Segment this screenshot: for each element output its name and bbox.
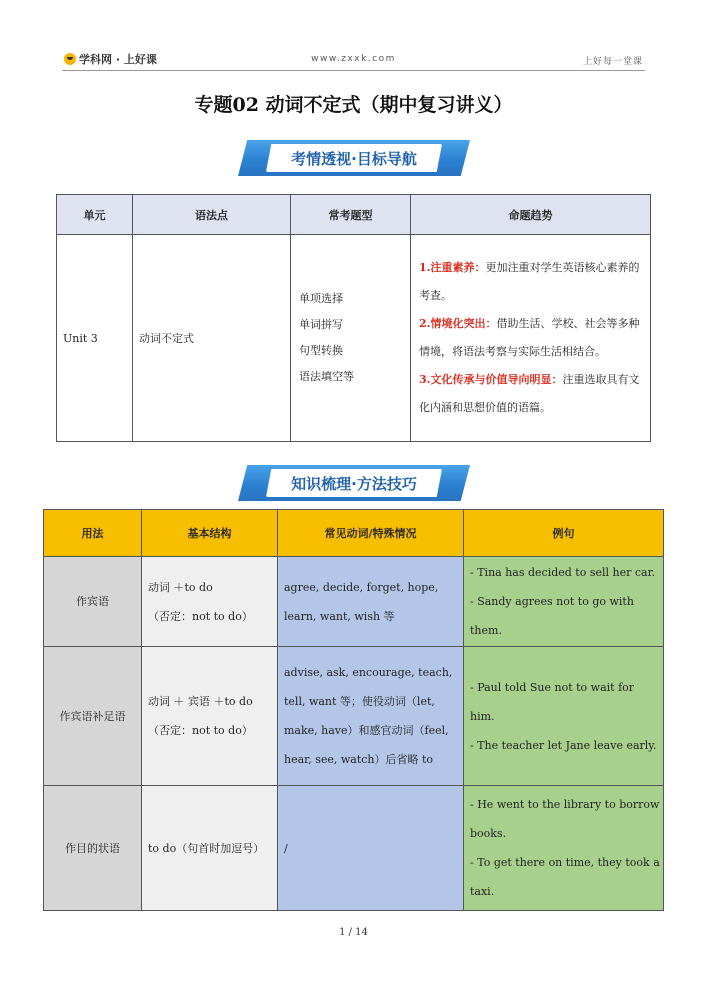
header-cell: 基本结构 — [142, 510, 278, 557]
trend-text: 注重选取具有文化内涵和思想价值的语篇。 — [419, 373, 640, 414]
table-row — [44, 647, 664, 786]
trend-label: 3.文化传承与价值导向明显： — [419, 373, 563, 386]
question-type: 单词拼写 — [299, 318, 343, 331]
question-types-cell — [291, 235, 411, 442]
structure-line: 动词 ＋ 宾语 ＋to do — [148, 695, 253, 708]
site-url: www.zxxk.com — [311, 54, 396, 64]
header-cell: 用法 — [44, 510, 142, 557]
trend-item — [419, 366, 642, 422]
header-cell: 语法点 — [133, 195, 291, 235]
header-cell: 单元 — [57, 195, 133, 235]
trend-label: 2.情境化突出： — [419, 317, 497, 330]
structure-cell — [142, 557, 278, 647]
header-cell: 常考题型 — [291, 195, 411, 235]
examples-cell — [464, 786, 664, 911]
verbs-cell: / — [278, 786, 464, 911]
banner-label: 考情透视·目标导航 — [291, 150, 417, 168]
grammar-point-cell: 动词不定式 — [133, 235, 291, 442]
structure-line: （否定：not to do） — [148, 724, 253, 737]
page-title: 专题02 动词不定式（期中复习讲义） — [194, 94, 513, 116]
header-slogan: 上好每一堂课 — [582, 57, 643, 67]
verbs-cell: agree, decide, forget, hope, learn, want, wish 等 — [278, 557, 464, 647]
page-header — [62, 48, 645, 71]
example-sentence: - Paul told Sue not to wait for him. — [470, 680, 635, 723]
example-sentence: - He went to the library to borrow books. — [470, 798, 660, 840]
usage-cell: 作目的状语 — [44, 786, 142, 911]
example-sentence: - To get there on time, they took a taxi. — [470, 856, 660, 898]
question-type: 语法填空等 — [299, 370, 354, 383]
examples-cell — [464, 557, 664, 647]
example-sentence: - Sandy agrees not to go with them. — [470, 595, 634, 637]
usage-table — [43, 509, 664, 911]
logo-text: 学科网 · 上好课 — [79, 53, 157, 66]
example-sentence: - Tina has decided to sell her car. — [470, 566, 656, 579]
trend-cell — [411, 235, 651, 442]
question-type: 句型转换 — [299, 344, 343, 357]
header-cell: 命题趋势 — [411, 195, 651, 235]
table-row — [44, 557, 664, 647]
banner-label: 知识梳理·方法技巧 — [291, 475, 417, 493]
structure-cell — [142, 786, 278, 911]
trend-label: 1.注重素养： — [419, 261, 486, 274]
unit-cell: Unit 3 — [57, 235, 133, 442]
usage-cell: 作宾语补足语 — [44, 647, 142, 786]
structure-cell — [142, 647, 278, 786]
example-sentence: - The teacher let Jane leave early. — [470, 738, 657, 752]
trend-item — [419, 254, 642, 310]
structure-line: （否定：not to do） — [148, 609, 253, 623]
trend-text: 更加注重对学生英语核心素养的考查。 — [419, 261, 640, 302]
structure-line: to do（句首时加逗号） — [148, 841, 265, 855]
overview-table — [56, 194, 651, 442]
trend-item — [419, 310, 642, 366]
verbs-cell: advise, ask, encourage, teach, tell, want 等；使役动词（let, make, have）和感官动词（feel, hear, see, watch）后省略 to — [278, 647, 464, 786]
section-banner-overview — [238, 140, 470, 176]
examples-cell — [464, 647, 664, 786]
table-row — [44, 786, 664, 911]
section-banner-knowledge — [238, 465, 470, 501]
question-type: 单项选择 — [299, 292, 343, 305]
usage-cell: 作宾语 — [44, 557, 142, 647]
structure-line: 动词 ＋to do — [148, 580, 213, 594]
page-number: 1 / 14 — [339, 927, 368, 938]
header-cell: 例句 — [464, 510, 664, 557]
header-cell: 常见动词/特殊情况 — [278, 510, 464, 557]
trend-text: 借助生活、学校、社会等多种情境，将语法考察与实际生活相结合。 — [419, 317, 640, 358]
